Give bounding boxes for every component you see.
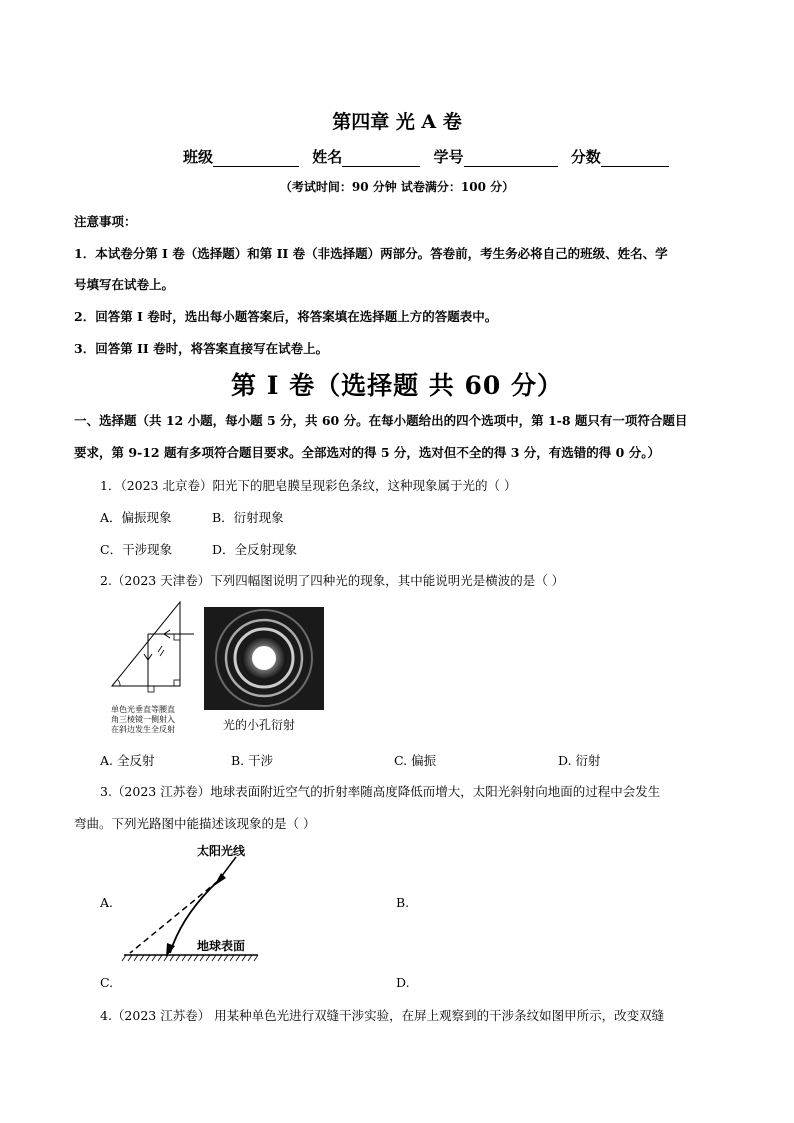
score-blank[interactable] <box>601 152 669 167</box>
question-1-option-b[interactable]: B．衍射现象 <box>212 510 284 525</box>
question-2-option-c[interactable]: C. 偏振 <box>394 753 437 768</box>
note-item-3: 3．回答第 II 卷时，将答案直接写在试卷上。 <box>74 341 329 356</box>
prism-total-reflection-diagram <box>108 600 194 702</box>
score-label: 分数 <box>570 148 601 166</box>
question-3-text-line-1: 3.（2023 江苏卷）地球表面附近空气的折射率随高度降低而增大，太阳光斜射向地面的过程中会发生 <box>100 784 661 799</box>
section-instructions-line-2: 要求，第 9-12 题有多项符合题目要求。全部选对的得 5 分，选对但不全的得 3 分，有选错的得 0 分。） <box>74 445 660 460</box>
student-info-line <box>183 146 677 167</box>
prism-caption-line-2: 角三棱镜一侧射入 <box>111 715 175 724</box>
prism-caption-line-1: 单色光垂直等腰直 <box>111 705 175 714</box>
question-1-option-c[interactable]: C．干涉现象 <box>100 542 173 557</box>
question-2-option-a[interactable]: A. 全反射 <box>100 753 155 768</box>
question-2-option-b[interactable]: B. 干涉 <box>231 753 274 768</box>
id-label: 学号 <box>433 148 464 166</box>
diffraction-caption: 光的小孔衍射 <box>223 718 296 732</box>
class-label: 班级 <box>183 148 214 166</box>
name-blank[interactable] <box>342 152 420 167</box>
question-3-option-c[interactable]: C. <box>100 975 114 990</box>
note-item-1-line-1: 1．本试卷分第 I 卷（选择题）和第 II 卷（非选择题）两部分。答卷前，考生务必将自己的班级、姓名、学 <box>74 246 668 261</box>
question-2-text: 2.（2023 天津卷）下列四幅图说明了四种光的现象，其中能说明光是横波的是（ ） <box>100 573 565 588</box>
question-4-text: 4.（2023 江苏卷） 用某种单色光进行双缝干涉实验，在屏上观察到的干涉条纹如图甲所示，改变双缝 <box>100 1008 665 1023</box>
name-label: 姓名 <box>312 148 343 166</box>
question-3-option-b[interactable]: B. <box>396 895 410 910</box>
note-item-1-line-2: 号填写在试卷上。 <box>74 277 175 292</box>
earth-surface-label: 地球表面 <box>197 939 246 953</box>
prism-caption-line-3: 在斜边发生全反射 <box>111 725 175 734</box>
page-title: 第四章 光 A 卷 <box>332 111 462 133</box>
question-1-option-d[interactable]: D．全反射现象 <box>212 542 298 557</box>
section-instructions-line-1: 一、选择题（共 12 小题，每小题 5 分，共 60 分。在每小题给出的四个选项中，第 1-8 题只有一项符合题目 <box>74 413 688 428</box>
question-3-option-d[interactable]: D. <box>396 975 410 990</box>
class-blank[interactable] <box>213 152 299 167</box>
question-3-text-line-2: 弯曲。下列光路图中能描述该现象的是（ ） <box>74 816 316 831</box>
question-2-option-d[interactable]: D. 衍射 <box>558 753 601 768</box>
aperture-diffraction-image <box>204 607 324 710</box>
question-1-option-a[interactable]: A．偏振现象 <box>100 510 172 525</box>
question-1-text: 1．（2023 北京卷）阳光下的肥皂膜呈现彩色条纹，这种现象属于光的（ ） <box>100 478 517 493</box>
exam-subtitle: （考试时间：90 分钟 试卷满分：100 分） <box>279 180 515 194</box>
question-3-option-a[interactable]: A. <box>100 895 114 910</box>
note-item-2: 2．回答第 I 卷时，选出每小题答案后，将答案填在选择题上方的答题表中。 <box>74 309 498 324</box>
section-title: 第 I 卷（选择题 共 60 分） <box>230 371 563 400</box>
notes-heading: 注意事项： <box>74 214 137 229</box>
id-blank[interactable] <box>464 152 558 167</box>
sunlight-label: 太阳光线 <box>197 844 246 858</box>
